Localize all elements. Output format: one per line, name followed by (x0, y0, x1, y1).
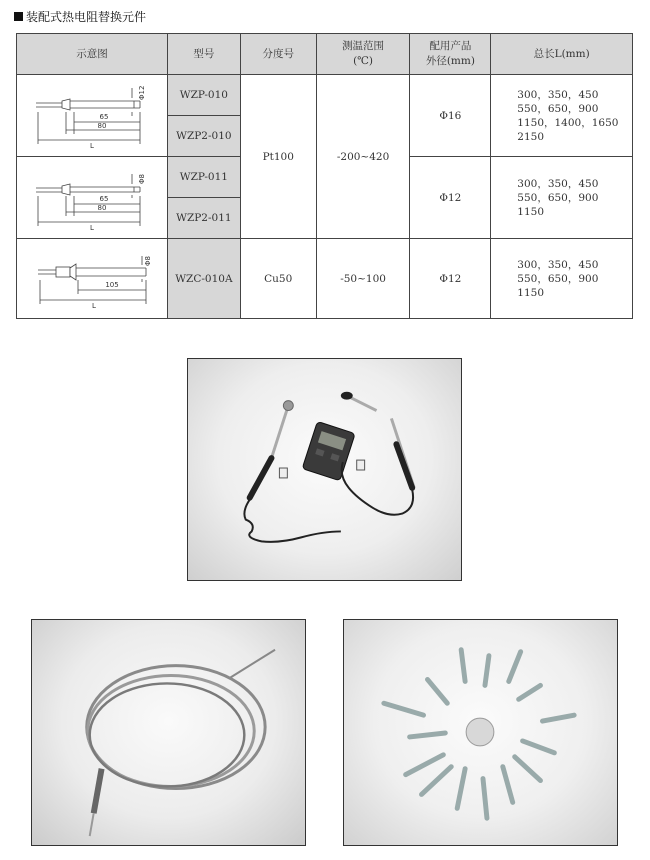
model-cell: WZC-010A (167, 239, 240, 319)
table-header-row (17, 34, 633, 75)
photo-armored-rtd (31, 619, 306, 846)
header-length: 总长L(mm) (491, 34, 633, 75)
dim-total-3: L (92, 301, 96, 310)
square-bullet-icon (14, 12, 23, 21)
range-cell-pt100: -200~420 (316, 75, 410, 239)
thermometer-illustration (188, 359, 461, 580)
dim-dia-1: Φ12 (137, 85, 146, 100)
model-cell: WZP2-011 (167, 198, 240, 239)
header-model: 型号 (167, 34, 240, 75)
model-cell: WZP2-010 (167, 116, 240, 157)
diagram-cell-1 (17, 75, 168, 157)
diagram-cell-2 (17, 157, 168, 239)
dim-total-2: L (90, 223, 94, 232)
dim-d2-2: 80 (97, 203, 107, 212)
dim-d2-1: 80 (97, 121, 107, 130)
rtd-elements-illustration (344, 620, 617, 845)
length-cell-1: 300，350，450 550，650，900 1150，1400，1650 2150 (491, 75, 633, 157)
spec-table (16, 33, 633, 319)
length-cell-3: 300，350，450 550，650，900 1150 (491, 239, 633, 319)
photo-thermometer (187, 358, 462, 581)
length-cell-2: 300，350，450 550，650，900 1150 (491, 157, 633, 239)
dim-d1-3: 105 (105, 280, 119, 289)
probe-diagram-1 (22, 78, 162, 154)
table-row (17, 239, 633, 319)
probe-diagram-3 (22, 244, 162, 314)
header-range: 测温范围 (℃) (316, 34, 410, 75)
section-title (14, 8, 146, 25)
probe-diagram-2 (22, 160, 162, 236)
dim-dia-3: Φ8 (143, 255, 152, 266)
dim-d1-2: 65 (99, 194, 109, 203)
dim-d1-1: 65 (99, 112, 109, 121)
model-cell: WZP-011 (167, 157, 240, 198)
header-diameter: 配用产品 外径(mm) (410, 34, 491, 75)
diagram-cell-3 (17, 239, 168, 319)
graduation-cell-pt100: Pt100 (240, 75, 316, 239)
diameter-cell-2: Φ12 (410, 157, 491, 239)
armored-rtd-illustration (32, 620, 305, 845)
dim-total-1: L (90, 141, 94, 150)
graduation-cell-cu50: Cu50 (240, 239, 316, 319)
diameter-cell-1: Φ16 (410, 75, 491, 157)
section-title-text: 装配式热电阻替换元件 (26, 10, 147, 24)
header-graduation: 分度号 (240, 34, 316, 75)
diameter-cell-3: Φ12 (410, 239, 491, 319)
range-cell-cu50: -50~100 (316, 239, 410, 319)
photo-rtd-elements (343, 619, 618, 846)
model-cell: WZP-010 (167, 75, 240, 116)
dim-dia-2: Φ8 (137, 173, 146, 184)
table-row (17, 75, 633, 116)
header-diagram: 示意图 (17, 34, 168, 75)
